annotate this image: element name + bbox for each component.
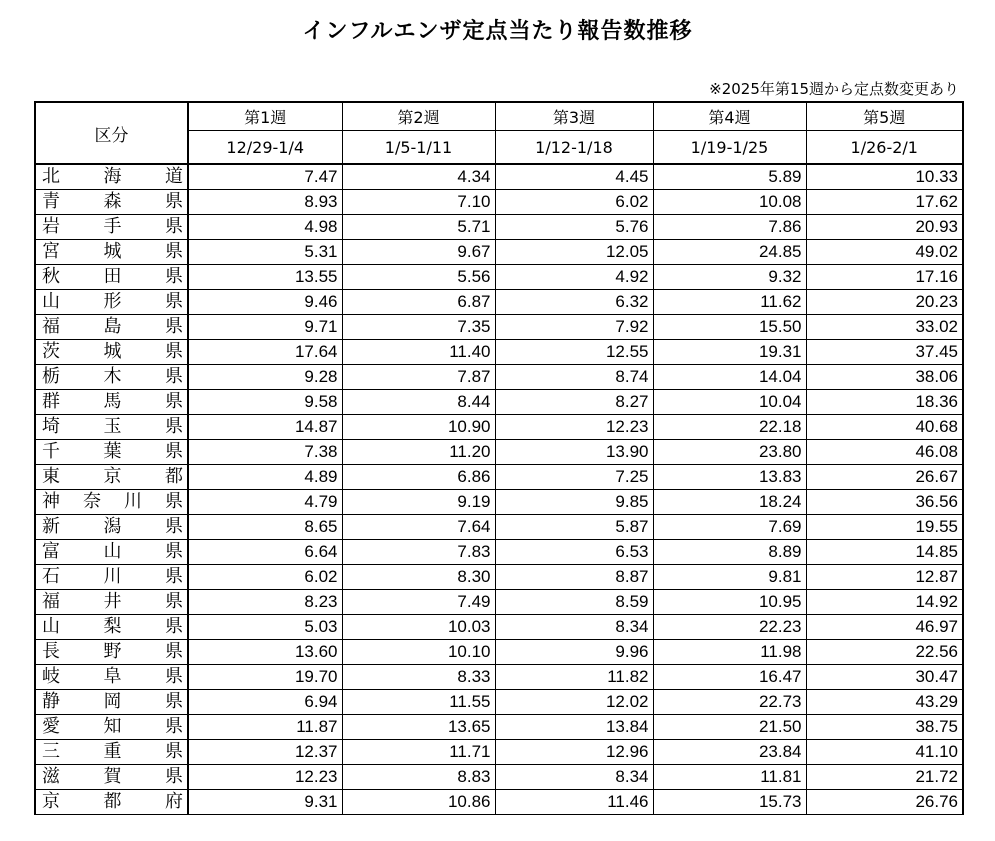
region-name-char: 福 (42, 316, 60, 337)
week-5-value: 14.92 (806, 590, 963, 615)
week-5-value: 36.56 (806, 490, 963, 515)
region-name-char: 県 (165, 291, 183, 312)
week-3-value: 12.23 (495, 415, 653, 440)
region-name-char: 福 (42, 591, 60, 612)
table-row (35, 290, 963, 315)
week-5-value: 38.06 (806, 365, 963, 390)
week-2-value: 6.86 (342, 465, 495, 490)
week-5-range: 1/26-2/1 (806, 131, 963, 165)
region-name-char: 賀 (103, 766, 122, 787)
week-3-value: 9.96 (495, 640, 653, 665)
week-2-value: 7.35 (342, 315, 495, 340)
week-4-value: 22.73 (653, 690, 806, 715)
region-name-char: 埼 (42, 416, 60, 437)
table-row (35, 740, 963, 765)
week-5-value: 14.85 (806, 540, 963, 565)
week-1-value: 8.65 (188, 515, 342, 540)
week-4-value: 15.73 (653, 790, 806, 815)
region-name-char: 県 (165, 316, 183, 337)
region-name-char: 千 (42, 441, 60, 462)
region-name-char: 県 (165, 416, 183, 437)
region-name (35, 740, 188, 765)
week-1-value: 8.23 (188, 590, 342, 615)
region-name-char: 知 (103, 716, 122, 737)
region-name (35, 690, 188, 715)
table-row (35, 415, 963, 440)
influenza-report-table (34, 101, 964, 815)
region-name-char: 井 (103, 591, 122, 612)
region-name-char: 東 (42, 466, 60, 487)
week-4-value: 10.08 (653, 190, 806, 215)
table-row (35, 190, 963, 215)
week-1-value: 9.71 (188, 315, 342, 340)
week-3-value: 8.74 (495, 365, 653, 390)
week-1-value: 4.98 (188, 215, 342, 240)
region-name-char: 愛 (42, 716, 60, 737)
week-3-value: 6.53 (495, 540, 653, 565)
week-3-value: 13.90 (495, 440, 653, 465)
region-name-char: 梨 (103, 616, 122, 637)
week-2-value: 7.83 (342, 540, 495, 565)
week-4-value: 22.18 (653, 415, 806, 440)
week-4-value: 11.98 (653, 640, 806, 665)
week-3-value: 8.59 (495, 590, 653, 615)
week-4-header: 第4週 (653, 102, 806, 131)
week-3-value: 12.05 (495, 240, 653, 265)
week-5-value: 41.10 (806, 740, 963, 765)
table-row (35, 515, 963, 540)
table-row (35, 265, 963, 290)
week-5-value: 38.75 (806, 715, 963, 740)
week-5-value: 18.36 (806, 390, 963, 415)
region-name-char: 海 (103, 166, 122, 187)
region-name-char: 県 (165, 516, 183, 537)
week-4-value: 9.32 (653, 265, 806, 290)
region-name (35, 490, 188, 515)
region-name-char: 県 (165, 566, 183, 587)
region-name-char: 山 (42, 616, 60, 637)
week-2-value: 7.10 (342, 190, 495, 215)
region-name (35, 440, 188, 465)
region-name-char: 都 (165, 466, 183, 487)
week-2-value: 5.56 (342, 265, 495, 290)
week-5-value: 22.56 (806, 640, 963, 665)
week-2-value: 11.20 (342, 440, 495, 465)
region-name-char: 県 (165, 391, 183, 412)
region-name-char: 北 (42, 166, 60, 187)
region-name-char: 玉 (103, 416, 122, 437)
week-5-value: 12.87 (806, 565, 963, 590)
region-name (35, 715, 188, 740)
week-2-value: 13.65 (342, 715, 495, 740)
region-name-char: 野 (103, 641, 122, 662)
week-5-value: 17.16 (806, 265, 963, 290)
region-name-char: 川 (124, 491, 142, 512)
week-4-value: 9.81 (653, 565, 806, 590)
region-name-char: 栃 (42, 366, 60, 387)
region-name-char: 馬 (103, 391, 122, 412)
week-1-value: 14.87 (188, 415, 342, 440)
region-name (35, 790, 188, 815)
week-5-header: 第5週 (806, 102, 963, 131)
region-name (35, 565, 188, 590)
week-4-value: 14.04 (653, 365, 806, 390)
table-body (35, 164, 963, 815)
region-name-char: 京 (103, 466, 122, 487)
table-row (35, 565, 963, 590)
week-5-value: 10.33 (806, 164, 963, 190)
week-3-value: 12.96 (495, 740, 653, 765)
week-4-value: 7.86 (653, 215, 806, 240)
table-row (35, 715, 963, 740)
region-name (35, 465, 188, 490)
region-name (35, 290, 188, 315)
week-4-value: 7.69 (653, 515, 806, 540)
region-name-char: 神 (42, 491, 60, 512)
week-2-value: 7.49 (342, 590, 495, 615)
region-name-char: 川 (103, 566, 122, 587)
week-1-value: 5.03 (188, 615, 342, 640)
region-name (35, 215, 188, 240)
week-3-value: 9.85 (495, 490, 653, 515)
week-1-value: 6.94 (188, 690, 342, 715)
region-name (35, 640, 188, 665)
region-name-char: 新 (42, 516, 60, 537)
week-5-value: 20.23 (806, 290, 963, 315)
region-name-char: 葉 (103, 441, 122, 462)
week-4-value: 15.50 (653, 315, 806, 340)
table-row (35, 690, 963, 715)
region-name (35, 415, 188, 440)
week-5-value: 40.68 (806, 415, 963, 440)
region-name (35, 265, 188, 290)
region-name (35, 390, 188, 415)
week-1-value: 6.64 (188, 540, 342, 565)
table-row (35, 490, 963, 515)
table-row (35, 240, 963, 265)
region-name-char: 手 (103, 216, 122, 237)
week-1-value: 5.31 (188, 240, 342, 265)
region-name-char: 富 (42, 541, 60, 562)
week-3-value: 8.34 (495, 615, 653, 640)
week-4-value: 23.84 (653, 740, 806, 765)
table-row (35, 790, 963, 815)
week-3-value: 7.25 (495, 465, 653, 490)
region-name (35, 615, 188, 640)
week-1-value: 7.38 (188, 440, 342, 465)
region-name-char: 県 (165, 191, 183, 212)
week-2-value: 11.71 (342, 740, 495, 765)
week-2-value: 6.87 (342, 290, 495, 315)
week-2-range: 1/5-1/11 (342, 131, 495, 165)
week-1-value: 6.02 (188, 565, 342, 590)
week-2-value: 10.90 (342, 415, 495, 440)
week-1-header: 第1週 (188, 102, 342, 131)
week-1-value: 17.64 (188, 340, 342, 365)
table-row (35, 765, 963, 790)
region-name-char: 長 (42, 641, 60, 662)
week-1-value: 8.93 (188, 190, 342, 215)
region-name-char: 茨 (42, 341, 60, 362)
week-4-value: 19.31 (653, 340, 806, 365)
region-name-char: 城 (103, 241, 122, 262)
week-2-value: 8.83 (342, 765, 495, 790)
region-name-char: 三 (42, 741, 60, 762)
region-name-char: 県 (165, 716, 183, 737)
week-2-value: 11.40 (342, 340, 495, 365)
week-1-value: 9.58 (188, 390, 342, 415)
region-name-char: 県 (165, 266, 183, 287)
region-name-char: 岐 (42, 666, 60, 687)
region-name (35, 515, 188, 540)
week-4-value: 22.23 (653, 615, 806, 640)
region-name-char: 島 (103, 316, 122, 337)
week-4-value: 18.24 (653, 490, 806, 515)
week-2-value: 8.33 (342, 665, 495, 690)
region-name (35, 540, 188, 565)
week-1-value: 12.23 (188, 765, 342, 790)
region-name-char: 潟 (103, 516, 122, 537)
region-name-char: 山 (103, 541, 122, 562)
week-3-value: 5.87 (495, 515, 653, 540)
week-3-header: 第3週 (495, 102, 653, 131)
table-row (35, 640, 963, 665)
week-3-value: 13.84 (495, 715, 653, 740)
week-4-value: 23.80 (653, 440, 806, 465)
region-name-char: 岩 (42, 216, 60, 237)
region-name-char: 県 (165, 641, 183, 662)
week-3-value: 4.45 (495, 164, 653, 190)
week-4-range: 1/19-1/25 (653, 131, 806, 165)
table-row (35, 465, 963, 490)
week-2-value: 11.55 (342, 690, 495, 715)
region-name (35, 164, 188, 190)
week-2-value: 10.10 (342, 640, 495, 665)
week-1-value: 4.79 (188, 490, 342, 515)
region-name-char: 形 (103, 291, 122, 312)
table-row (35, 665, 963, 690)
week-4-value: 16.47 (653, 665, 806, 690)
region-name-char: 県 (165, 366, 183, 387)
week-3-value: 8.34 (495, 765, 653, 790)
region-name-char: 県 (165, 666, 183, 687)
region-name (35, 190, 188, 215)
region-name (35, 365, 188, 390)
week-1-value: 19.70 (188, 665, 342, 690)
week-3-value: 12.55 (495, 340, 653, 365)
week-5-value: 43.29 (806, 690, 963, 715)
region-name-char: 県 (165, 741, 183, 762)
region-name-char: 阜 (103, 666, 122, 687)
region-name-char: 県 (165, 616, 183, 637)
region-name-char: 静 (42, 691, 60, 712)
region-name-char: 道 (165, 166, 183, 187)
week-1-value: 9.31 (188, 790, 342, 815)
region-name (35, 590, 188, 615)
week-1-value: 13.60 (188, 640, 342, 665)
region-name-char: 石 (42, 566, 60, 587)
week-2-value: 9.67 (342, 240, 495, 265)
week-2-value: 8.44 (342, 390, 495, 415)
region-name-char: 県 (165, 766, 183, 787)
week-2-value: 4.34 (342, 164, 495, 190)
region-name-char: 群 (42, 391, 60, 412)
week-2-header: 第2週 (342, 102, 495, 131)
week-1-value: 12.37 (188, 740, 342, 765)
region-name-char: 県 (165, 241, 183, 262)
week-3-value: 5.76 (495, 215, 653, 240)
table-row (35, 540, 963, 565)
region-name-char: 県 (165, 216, 183, 237)
region-name-char: 県 (165, 591, 183, 612)
table-row (35, 215, 963, 240)
week-4-value: 11.62 (653, 290, 806, 315)
week-3-value: 12.02 (495, 690, 653, 715)
table-row (35, 365, 963, 390)
week-3-value: 11.46 (495, 790, 653, 815)
region-name-char: 府 (165, 791, 183, 812)
week-2-value: 10.86 (342, 790, 495, 815)
week-4-value: 21.50 (653, 715, 806, 740)
week-2-value: 9.19 (342, 490, 495, 515)
week-4-value: 5.89 (653, 164, 806, 190)
week-5-value: 26.67 (806, 465, 963, 490)
week-5-value: 21.72 (806, 765, 963, 790)
region-name-char: 田 (103, 266, 122, 287)
region-name-char: 城 (103, 341, 122, 362)
table-row (35, 615, 963, 640)
region-name-char: 奈 (83, 491, 101, 512)
region-name-char: 岡 (103, 691, 122, 712)
table-row (35, 390, 963, 415)
table-row (35, 440, 963, 465)
week-3-value: 6.02 (495, 190, 653, 215)
table-row (35, 315, 963, 340)
region-name-char: 県 (165, 691, 183, 712)
week-1-range: 12/29-1/4 (188, 131, 342, 165)
week-5-value: 49.02 (806, 240, 963, 265)
table-row (35, 340, 963, 365)
week-4-value: 10.04 (653, 390, 806, 415)
region-name-char: 青 (42, 191, 60, 212)
region-name-char: 森 (103, 191, 122, 212)
table-row (35, 590, 963, 615)
week-2-value: 8.30 (342, 565, 495, 590)
week-1-value: 9.28 (188, 365, 342, 390)
week-5-value: 30.47 (806, 665, 963, 690)
week-1-value: 7.47 (188, 164, 342, 190)
week-4-value: 13.83 (653, 465, 806, 490)
week-5-value: 19.55 (806, 515, 963, 540)
week-2-value: 7.87 (342, 365, 495, 390)
week-5-value: 37.45 (806, 340, 963, 365)
region-name (35, 315, 188, 340)
region-name (35, 240, 188, 265)
region-name-char: 京 (42, 791, 60, 812)
week-5-value: 46.97 (806, 615, 963, 640)
region-name-char: 重 (103, 741, 122, 762)
week-2-value: 10.03 (342, 615, 495, 640)
week-1-value: 9.46 (188, 290, 342, 315)
region-name-char: 県 (165, 491, 183, 512)
region-name-char: 宮 (42, 241, 60, 262)
header-row-weeks (35, 102, 963, 131)
week-3-value: 8.87 (495, 565, 653, 590)
week-1-value: 11.87 (188, 715, 342, 740)
region-name-char: 県 (165, 441, 183, 462)
week-3-value: 11.82 (495, 665, 653, 690)
week-2-value: 7.64 (342, 515, 495, 540)
week-3-value: 4.92 (495, 265, 653, 290)
region-column-header: 区分 (35, 102, 188, 164)
week-3-range: 1/12-1/18 (495, 131, 653, 165)
region-name-char: 県 (165, 341, 183, 362)
week-5-value: 26.76 (806, 790, 963, 815)
region-name (35, 665, 188, 690)
week-5-value: 20.93 (806, 215, 963, 240)
week-4-value: 8.89 (653, 540, 806, 565)
week-4-value: 10.95 (653, 590, 806, 615)
week-5-value: 33.02 (806, 315, 963, 340)
region-name-char: 木 (103, 366, 122, 387)
definition-change-note: ※2025年第15週から定点数変更あり (709, 80, 959, 98)
region-name-char: 山 (42, 291, 60, 312)
region-name (35, 340, 188, 365)
week-1-value: 4.89 (188, 465, 342, 490)
week-5-value: 46.08 (806, 440, 963, 465)
table-row (35, 164, 963, 190)
week-2-value: 5.71 (342, 215, 495, 240)
region-name (35, 765, 188, 790)
region-name-char: 県 (165, 541, 183, 562)
region-name-char: 秋 (42, 266, 60, 287)
week-4-value: 11.81 (653, 765, 806, 790)
week-3-value: 7.92 (495, 315, 653, 340)
region-name-char: 都 (103, 791, 122, 812)
week-4-value: 24.85 (653, 240, 806, 265)
page-title: インフルエンザ定点当たり報告数推移 (302, 19, 693, 44)
region-name-char: 滋 (42, 766, 60, 787)
week-3-value: 6.32 (495, 290, 653, 315)
week-3-value: 8.27 (495, 390, 653, 415)
week-5-value: 17.62 (806, 190, 963, 215)
week-1-value: 13.55 (188, 265, 342, 290)
